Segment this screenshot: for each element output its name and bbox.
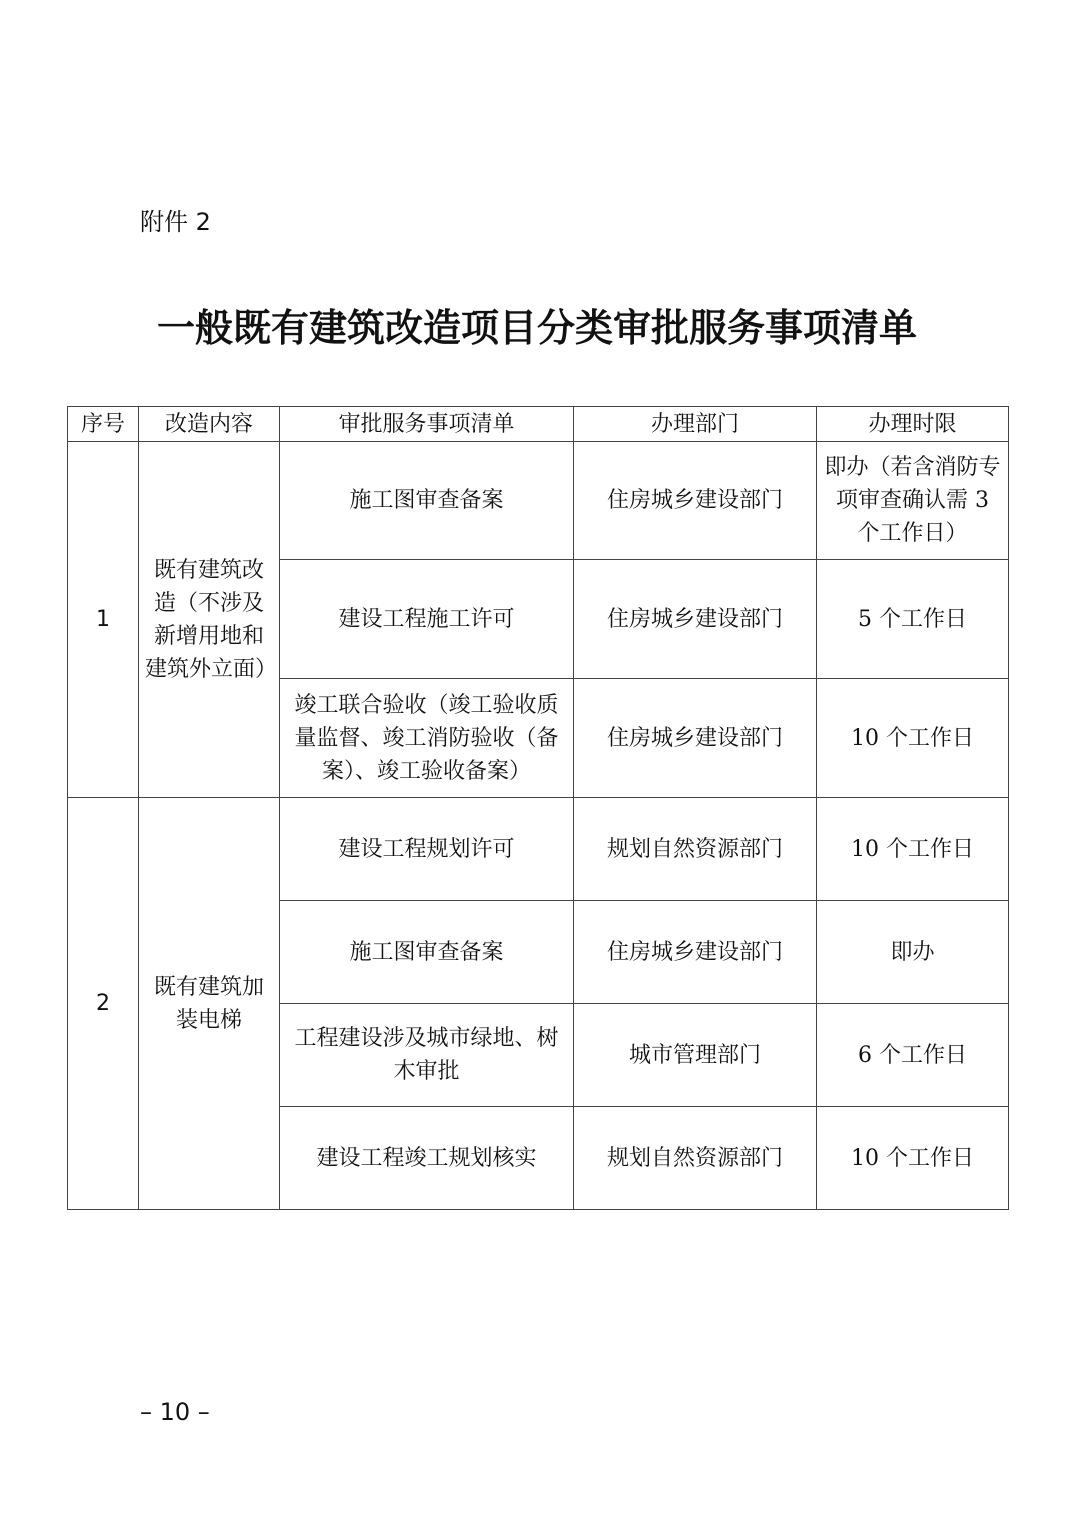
department: 住房城乡建设部门	[574, 442, 817, 560]
table-row	[68, 798, 1009, 901]
renovation-content: 既有建筑加装电梯	[139, 798, 280, 1210]
department: 规划自然资源部门	[574, 798, 817, 901]
time-limit: 即办	[817, 901, 1009, 1004]
table-row	[68, 442, 1009, 560]
service-item: 建设工程施工许可	[280, 560, 574, 679]
time-limit: 6 个工作日	[817, 1004, 1009, 1107]
approval-service-table	[67, 406, 1009, 1210]
department: 住房城乡建设部门	[574, 901, 817, 1004]
time-limit: 即办（若含消防专项审查确认需 3 个工作日）	[817, 442, 1009, 560]
row-number: 1	[68, 442, 139, 798]
time-limit: 10 个工作日	[817, 679, 1009, 798]
service-item: 竣工联合验收（竣工验收质量监督、竣工消防验收（备案）、竣工验收备案）	[280, 679, 574, 798]
header-department: 办理部门	[574, 407, 817, 442]
service-item: 建设工程规划许可	[280, 798, 574, 901]
header-items: 审批服务事项清单	[280, 407, 574, 442]
department: 住房城乡建设部门	[574, 679, 817, 798]
header-time-limit: 办理时限	[817, 407, 1009, 442]
header-number: 序号	[68, 407, 139, 442]
table-header-row	[68, 407, 1009, 442]
time-limit: 5 个工作日	[817, 560, 1009, 679]
department: 城市管理部门	[574, 1004, 817, 1107]
service-item: 施工图审查备案	[280, 901, 574, 1004]
attachment-label: 附件 2	[140, 208, 211, 236]
time-limit: 10 个工作日	[817, 1107, 1009, 1210]
service-item: 建设工程竣工规划核实	[280, 1107, 574, 1210]
department: 规划自然资源部门	[574, 1107, 817, 1210]
document-title: 一般既有建筑改造项目分类审批服务事项清单	[156, 305, 917, 350]
time-limit: 10 个工作日	[817, 798, 1009, 901]
service-item: 施工图审查备案	[280, 442, 574, 560]
department: 住房城乡建设部门	[574, 560, 817, 679]
row-number: 2	[68, 798, 139, 1210]
page-number: – 10 –	[140, 1398, 210, 1426]
service-item: 工程建设涉及城市绿地、树木审批	[280, 1004, 574, 1107]
header-content: 改造内容	[139, 407, 280, 442]
renovation-content: 既有建筑改造（不涉及新增用地和建筑外立面）	[139, 442, 280, 798]
